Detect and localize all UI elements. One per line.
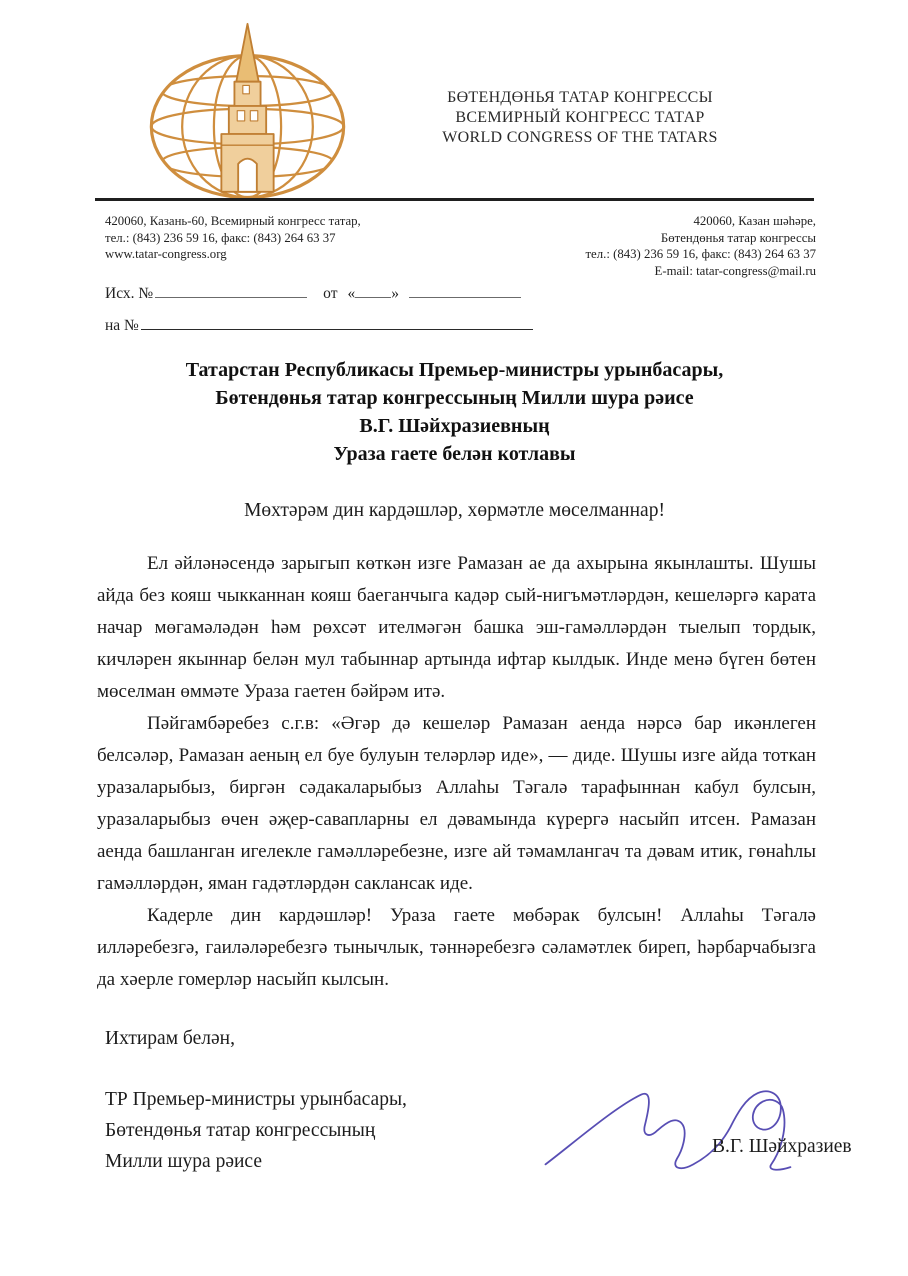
title-line: Бөтендөнья татар конгрессының Милли шура рәисе — [215, 387, 694, 409]
outgoing-number-blank — [155, 282, 307, 298]
title-line: Татарстан Республикасы Премьер-министры урынбасары, — [185, 359, 724, 381]
org-name-english: WORLD CONGRESS OF THE TATARS — [442, 129, 718, 146]
outgoing-number-row — [105, 282, 521, 303]
paragraph: Ел әйләнәсендә зарыгып көткән изге Рамазан ае да ахырына якынлашты. Шушы айда без кояш чыкканнан кояш баеганчыга кадәр сый-нигъмәтләрдән, кешеләргә карата начар мөгамәләдән һәм рөхсәт ителмәгән башка эш-гамәлләрдән тыелып тордык, кичләрен якыннар белән мул табыннар артында ифтар кылдык. Инде менә бүген бөтен мөселман өммәте Ураза гаетен бәйрәм итә. — [97, 553, 816, 702]
letter-title — [95, 356, 814, 468]
incoming-number-blank — [141, 314, 533, 330]
email-line: E-mail: tatar-congress@mail.ru — [654, 263, 816, 278]
position-line: Милли шура рәисе — [105, 1151, 262, 1172]
organization-names — [350, 88, 810, 148]
position-line: Бөтендөнья татар конгрессының — [105, 1120, 376, 1141]
closing-regards: Ихтирам белән, — [105, 1028, 235, 1049]
address-line: 420060, Казан шәһәре, — [693, 214, 816, 228]
contact-block-right — [450, 213, 816, 279]
signer-name: В.Г. Шәйхразиев — [712, 1136, 852, 1157]
handwritten-signature-icon — [540, 1068, 800, 1193]
paragraph: Кадерле дин кардәшләр! Ураза гаете мөбәрак булсын! Аллаһы Тәгалә илләребезгә, гаиләләребезгә тынычлык, тәннәребезгә сәламәтлек биреп, һәрбарчабызга да хәерле гомерләр насыйп кылсын. — [97, 905, 816, 990]
letter-body — [97, 548, 816, 996]
quote-close: » — [391, 285, 399, 302]
org-name-tatar: БӨТЕНДӨНЬЯ ТАТАР КОНГРЕССЫ — [447, 89, 713, 106]
salutation: Мөхтәрәм дин кардәшләр, хөрмәтле мөселманнар! — [244, 500, 665, 521]
day-blank — [355, 282, 391, 298]
org-line: Бөтендөнья татар конгрессы — [660, 230, 816, 245]
quote-open: « — [347, 285, 356, 302]
from-label: от — [323, 285, 338, 302]
contact-block-left — [105, 213, 361, 263]
globe-tower-logo-icon — [140, 22, 355, 204]
outgoing-number-label: Исх. № — [105, 285, 154, 302]
position-line: ТР Премьер-министры урынбасары, — [105, 1089, 407, 1110]
title-line: В.Г. Шәйхразиевның — [359, 415, 550, 437]
title-line: Ураза гаете белән котлавы — [333, 443, 576, 465]
signer-position — [105, 1084, 407, 1177]
address-line: 420060, Казань-60, Всемирный конгресс татар, — [105, 214, 361, 228]
incoming-number-row — [105, 314, 533, 335]
header-divider — [95, 198, 814, 201]
month-blank — [409, 282, 521, 298]
website-line: www.tatar-congress.org — [105, 247, 227, 261]
paragraph: Пәйгамбәребез с.г.в: «Әгәр дә кешеләр Рамазан аенда нәрсә бар икәнлеген белсәләр, Рамазан аеның ел буе булуын теләрләр иде», — диде. Шушы изге айда тоткан уразаларыбыз, биргән сәдакаларыбыз Аллаһы Тәгалә тарафыннан кабул булсын, уразаларыбыз өчен әҗер-савапларны ел дәвамында күрергә насыйп итсен. Рамазан аенда башланган игелекле гамәлләребезне, изге ай тәмамлангач та дәвам итик, гөнаһлы гамәлләрдән, яман гадәтләрдән саклансак иде. — [97, 713, 816, 894]
incoming-number-label: на № — [105, 317, 139, 334]
org-name-russian: ВСЕМИРНЫЙ КОНГРЕСС ТАТАР — [455, 109, 705, 126]
phone-fax-line: тел.: (843) 236 59 16, факс: (843) 264 63 37 — [105, 230, 336, 245]
phone-fax-line: тел.: (843) 236 59 16, факс: (843) 264 63 37 — [585, 247, 816, 261]
